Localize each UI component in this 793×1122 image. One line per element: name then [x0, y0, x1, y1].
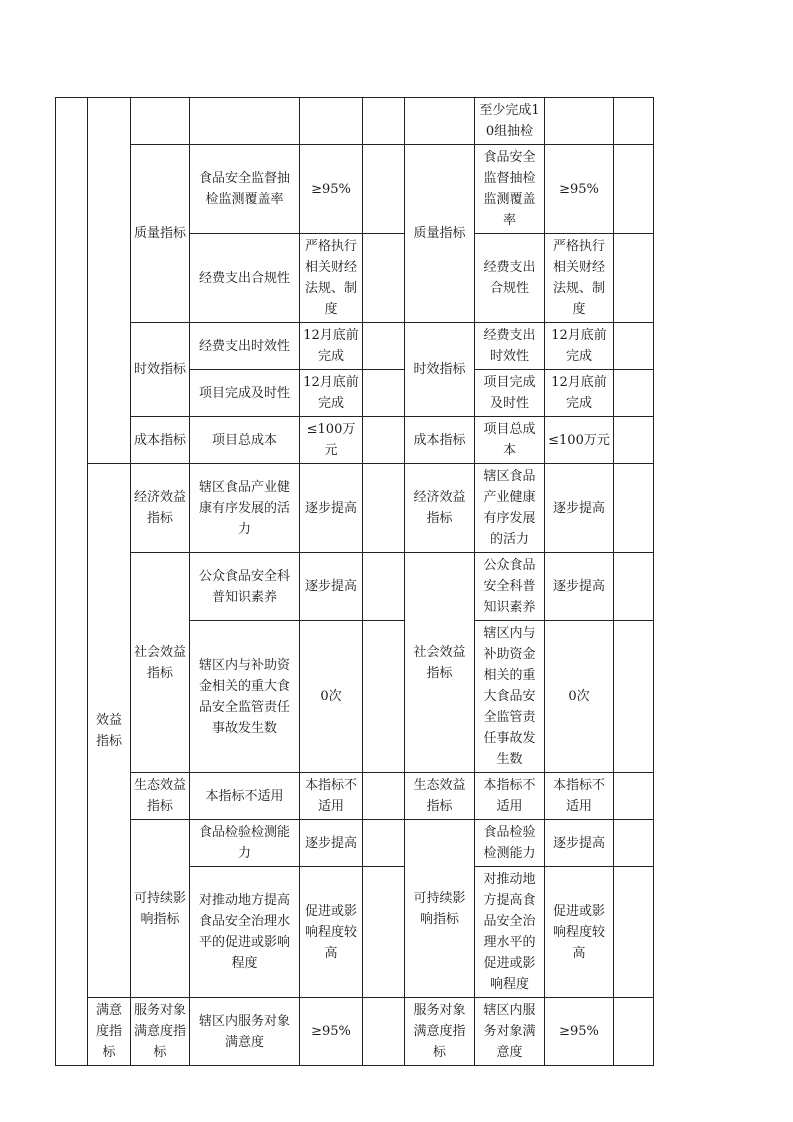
blank-cell	[614, 867, 654, 998]
quality-indicator-label: 质量指标	[405, 145, 475, 323]
indicator-value: 0次	[300, 621, 363, 773]
target-min-checks: 至少完成10组抽检	[475, 98, 545, 145]
indicator-value: 促进或影响程度较高	[300, 867, 363, 998]
economic-indicator-label: 经济效益指标	[131, 464, 190, 553]
blank-cell	[363, 464, 405, 553]
blank-cell	[614, 145, 654, 234]
table-row	[56, 998, 654, 1066]
blank-cell	[363, 998, 405, 1066]
timeliness-indicator-label: 时效指标	[131, 323, 190, 417]
table-row	[56, 464, 654, 553]
sustainable-indicator-label: 可持续影响指标	[405, 820, 475, 998]
quality-indicator-label: 质量指标	[131, 145, 190, 323]
blank-outer-column	[56, 98, 88, 1066]
blank-category-column	[88, 98, 131, 464]
indicator-value: ≥95%	[300, 145, 363, 234]
indicator-value: 12月底前完成	[300, 323, 363, 370]
blank-cell	[300, 98, 363, 145]
indicator-value: 逐步提高	[300, 820, 363, 867]
blank-cell	[614, 417, 654, 464]
indicator-name: 辖区内服务对象满意度	[190, 998, 300, 1066]
indicator-value: 0次	[545, 621, 614, 773]
indicator-name: 公众食品安全科普知识素养	[475, 553, 545, 621]
indicator-value: ≥95%	[300, 998, 363, 1066]
blank-cell	[614, 464, 654, 553]
blank-cell	[405, 98, 475, 145]
indicator-name: 项目完成及时性	[190, 370, 300, 417]
blank-cell	[363, 820, 405, 867]
satisfaction-sub-label: 服务对象满意度指标	[405, 998, 475, 1066]
indicator-name: 本指标不适用	[190, 773, 300, 820]
blank-cell	[614, 234, 654, 323]
blank-cell	[614, 98, 654, 145]
indicator-value: ≥95%	[545, 145, 614, 234]
indicator-name: 辖区内与补助资金相关的重大食品安全监管责任事故发生数	[475, 621, 545, 773]
blank-cell	[614, 773, 654, 820]
indicator-value: 本指标不适用	[300, 773, 363, 820]
table-row	[56, 145, 654, 234]
indicator-name: 食品安全监督抽检监测覆盖率	[190, 145, 300, 234]
blank-cell	[363, 145, 405, 234]
economic-indicator-label: 经济效益指标	[405, 464, 475, 553]
blank-cell	[545, 98, 614, 145]
blank-cell	[614, 998, 654, 1066]
table-row	[56, 553, 654, 621]
indicator-value: ≤100万元	[545, 417, 614, 464]
blank-cell	[363, 417, 405, 464]
indicator-name: 公众食品安全科普知识素养	[190, 553, 300, 621]
indicator-value: ≤100万元	[300, 417, 363, 464]
table-row	[56, 773, 654, 820]
indicator-value: 12月底前完成	[545, 370, 614, 417]
indicator-value: 逐步提高	[300, 464, 363, 553]
indicator-value: 本指标不适用	[545, 773, 614, 820]
table-row	[56, 98, 654, 145]
indicator-name: 辖区食品产业健康有序发展的活力	[190, 464, 300, 553]
blank-cell	[614, 820, 654, 867]
indicator-value: 严格执行相关财经法规、制度	[545, 234, 614, 323]
blank-cell	[363, 621, 405, 773]
blank-cell	[363, 370, 405, 417]
indicator-name: 辖区内服务对象满意度	[475, 998, 545, 1066]
indicator-name: 项目完成及时性	[475, 370, 545, 417]
blank-cell	[363, 323, 405, 370]
indicator-value: 12月底前完成	[300, 370, 363, 417]
indicator-name: 经费支出时效性	[190, 323, 300, 370]
indicator-name: 辖区食品产业健康有序发展的活力	[475, 464, 545, 553]
indicator-value: 逐步提高	[545, 464, 614, 553]
indicator-name: 对推动地方提高食品安全治理水平的促进或影响程度	[190, 867, 300, 998]
blank-cell	[363, 234, 405, 323]
blank-cell	[363, 773, 405, 820]
blank-cell	[363, 553, 405, 621]
ecological-indicator-label: 生态效益指标	[131, 773, 190, 820]
benefit-indicator-label: 效益指标	[88, 464, 131, 998]
ecological-indicator-label: 生态效益指标	[405, 773, 475, 820]
blank-cell	[614, 370, 654, 417]
table-row	[56, 417, 654, 464]
indicator-name: 辖区内与补助资金相关的重大食品安全监管责任事故发生数	[190, 621, 300, 773]
cost-indicator-label: 成本指标	[131, 417, 190, 464]
satisfaction-indicator-label: 满意度指标	[88, 998, 131, 1066]
indicator-value: 促进或影响程度较高	[545, 867, 614, 998]
cost-indicator-label: 成本指标	[405, 417, 475, 464]
sustainable-indicator-label: 可持续影响指标	[131, 820, 190, 998]
indicator-name: 经费支出时效性	[475, 323, 545, 370]
table-row	[56, 820, 654, 867]
blank-cell	[363, 98, 405, 145]
indicator-name: 食品检验检测能力	[475, 820, 545, 867]
indicator-name: 项目总成本	[190, 417, 300, 464]
indicator-value: 逐步提高	[545, 553, 614, 621]
indicator-name: 本指标不适用	[475, 773, 545, 820]
blank-cell	[363, 867, 405, 998]
indicator-value: 12月底前完成	[545, 323, 614, 370]
blank-cell	[131, 98, 190, 145]
indicator-value: 逐步提高	[545, 820, 614, 867]
indicator-value: ≥95%	[545, 998, 614, 1066]
indicator-value: 严格执行相关财经法规、制度	[300, 234, 363, 323]
indicator-name: 对推动地方提高食品安全治理水平的促进或影响程度	[475, 867, 545, 998]
social-indicator-label: 社会效益指标	[131, 553, 190, 773]
timeliness-indicator-label: 时效指标	[405, 323, 475, 417]
indicator-name: 项目总成本	[475, 417, 545, 464]
performance-indicator-table	[55, 97, 654, 1066]
table-row	[56, 323, 654, 370]
indicator-name: 食品检验检测能力	[190, 820, 300, 867]
blank-cell	[614, 621, 654, 773]
indicator-name: 经费支出合规性	[475, 234, 545, 323]
blank-cell	[614, 553, 654, 621]
indicator-name: 食品安全监督抽检监测覆盖率	[475, 145, 545, 234]
satisfaction-sub-label: 服务对象满意度指标	[131, 998, 190, 1066]
indicator-name: 经费支出合规性	[190, 234, 300, 323]
indicator-value: 逐步提高	[300, 553, 363, 621]
social-indicator-label: 社会效益指标	[405, 553, 475, 773]
blank-cell	[190, 98, 300, 145]
blank-cell	[614, 323, 654, 370]
